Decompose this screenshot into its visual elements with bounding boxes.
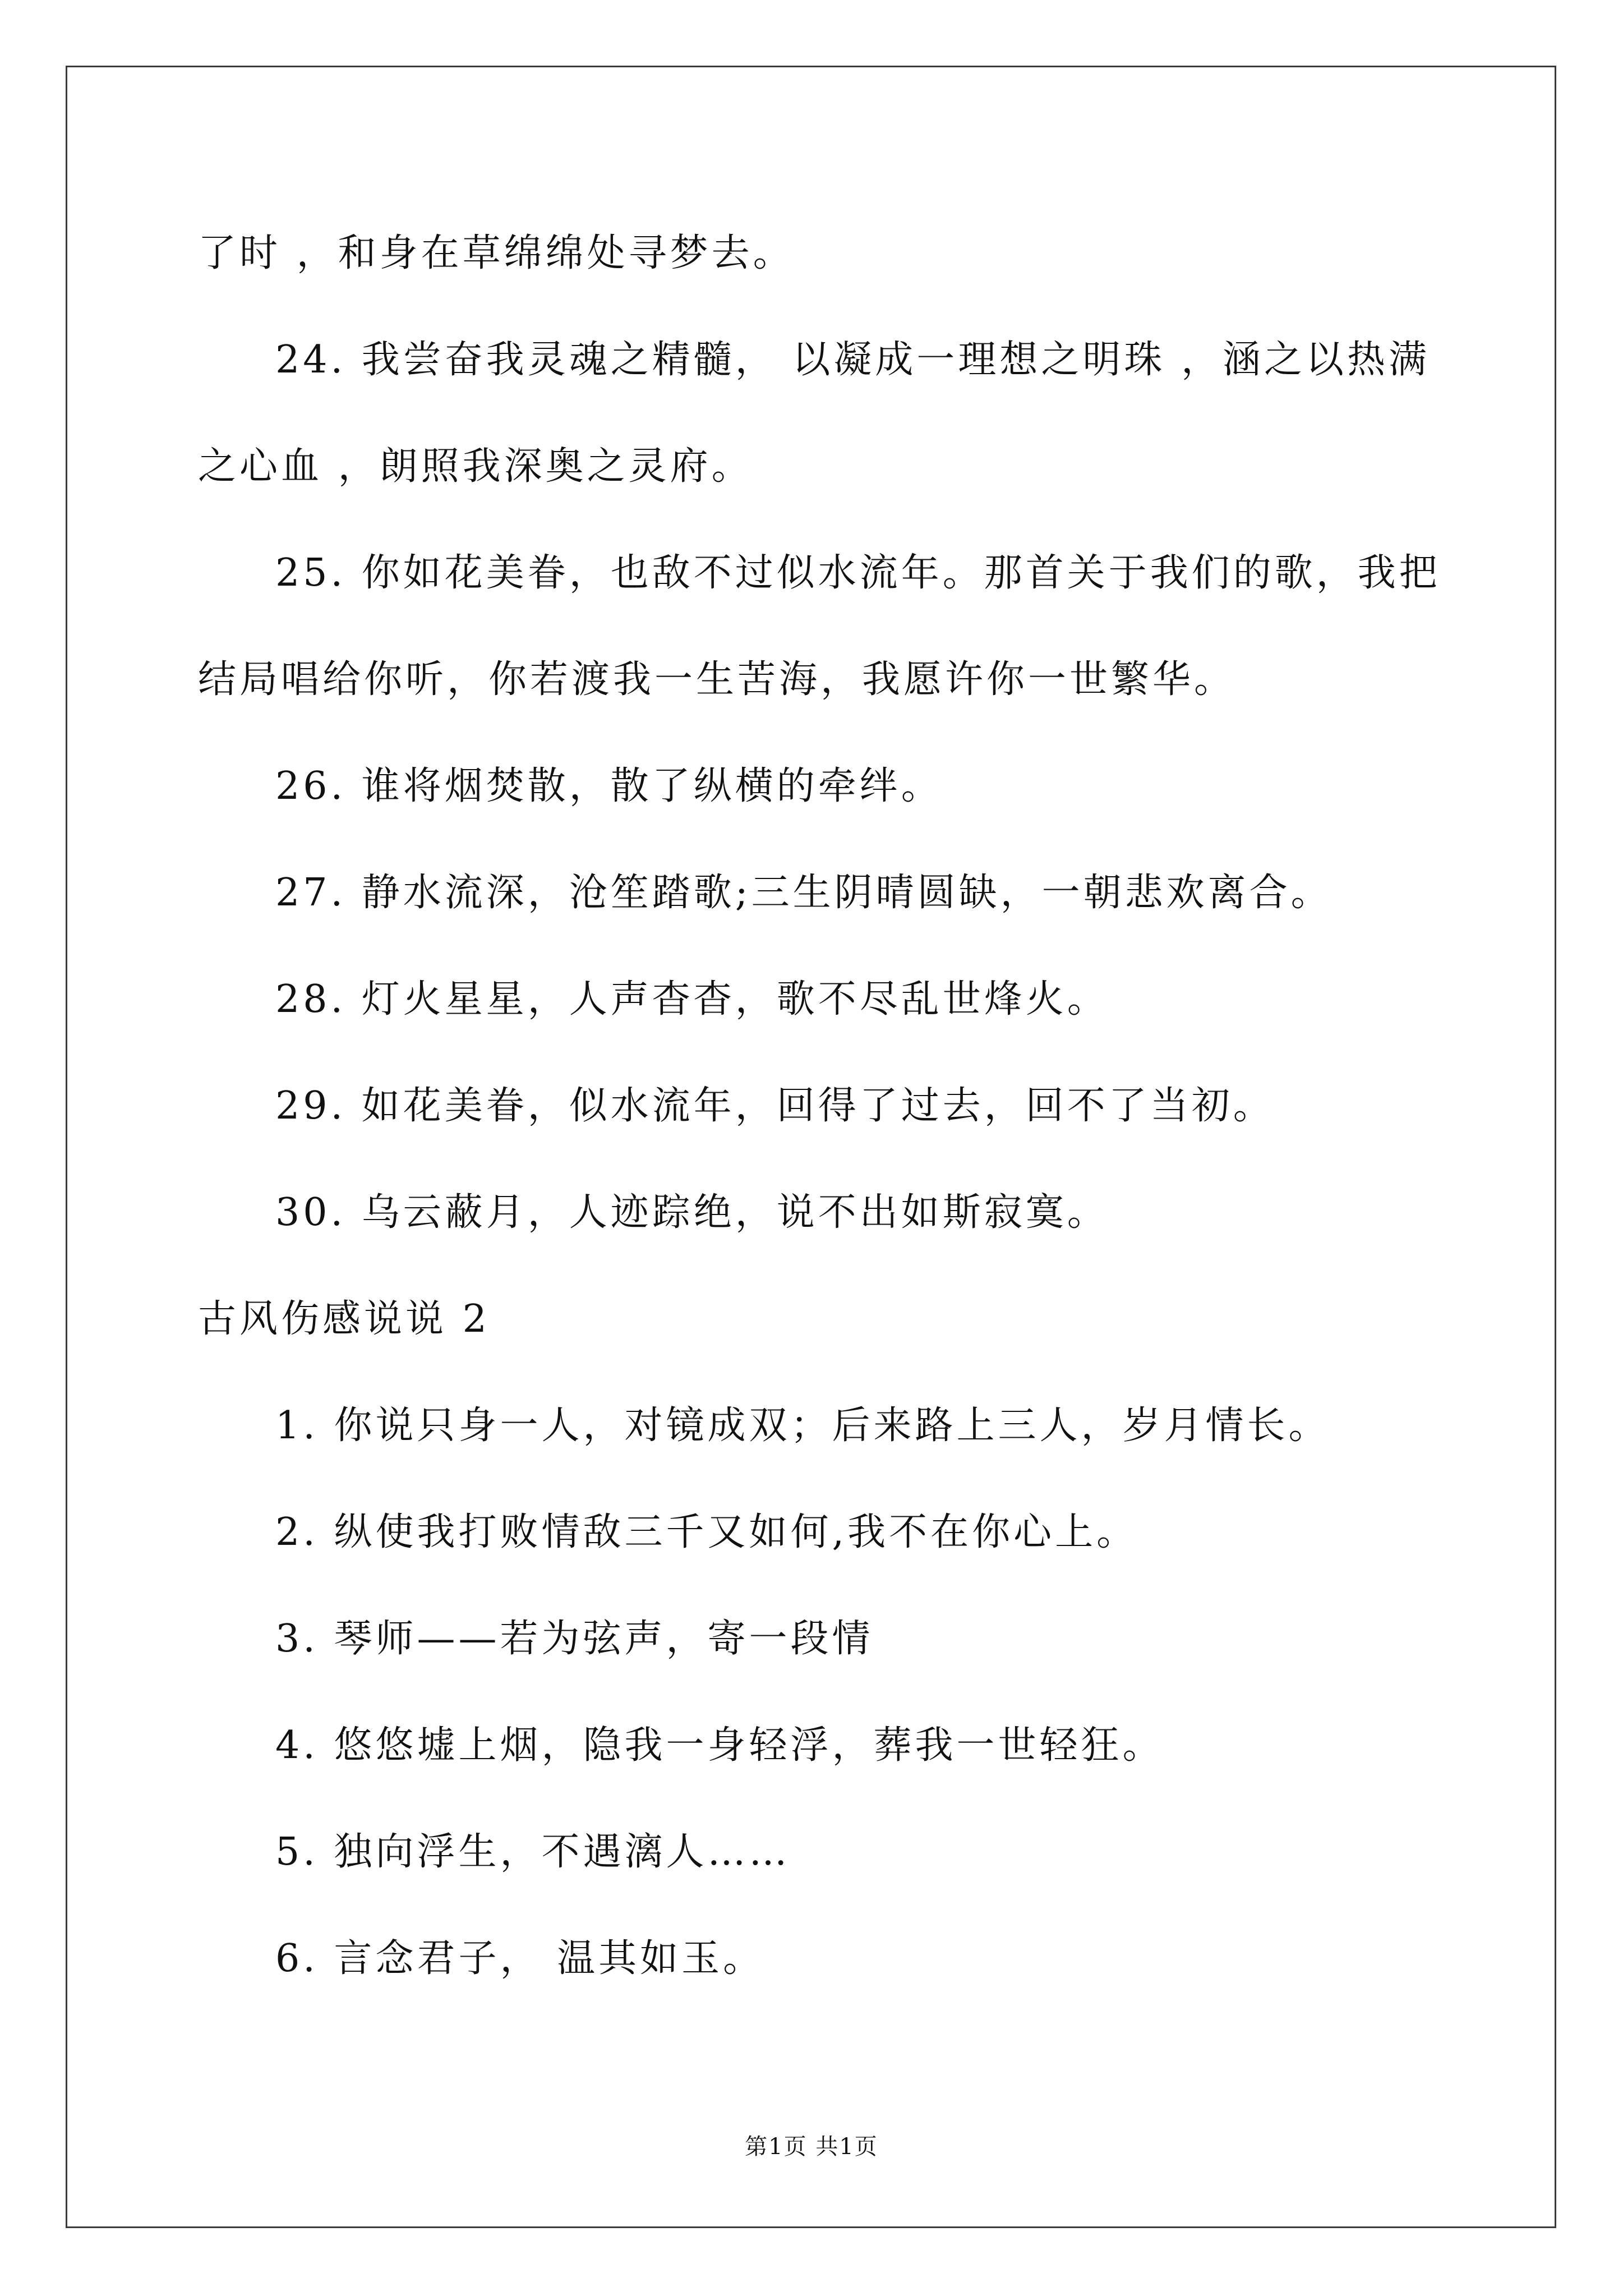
page-number-footer: 第1页 共1页 <box>745 2134 878 2160</box>
text-line: 3. 琴师——若为弦声，寄一段情 <box>275 1617 874 1661</box>
text-line: 2. 纵使我打败情敌三千又如何,我不在你心上。 <box>275 1510 1138 1554</box>
text-line: 27. 静水流深，沧笙踏歌;三生阴晴圆缺，一朝悲欢离合。 <box>275 871 1332 915</box>
text-line: 29. 如花美眷，似水流年，回得了过去，回不了当初。 <box>275 1084 1275 1128</box>
section-heading: 古风伤感说说 2 <box>198 1297 490 1341</box>
text-line: 了时 ，和身在草绵绵处寻梦去。 <box>198 231 795 275</box>
text-line: 24. 我尝奋我灵魂之精髓， 以凝成一理想之明珠 ，涵之以热满 <box>275 338 1430 382</box>
text-line: 结局唱给你听，你若渡我一生苦海，我愿许你一世繁华。 <box>198 657 1236 702</box>
text-line: 30. 乌云蔽月，人迹踪绝，说不出如斯寂寞。 <box>275 1190 1109 1235</box>
page-border <box>66 66 1556 2228</box>
text-line: 4. 悠悠墟上烟，隐我一身轻浮，葬我一世轻狂。 <box>275 1723 1164 1768</box>
text-line: 28. 灯火星星，人声杳杳，歌不尽乱世烽火。 <box>275 977 1109 1022</box>
text-line: 5. 独向浮生，不遇漓人…… <box>275 1830 791 1874</box>
text-line: 25. 你如花美眷，也敌不过似水流年。那首关于我们的歌，我把 <box>275 551 1441 595</box>
text-line: 6. 言念君子， 温其如玉。 <box>275 1936 765 1981</box>
text-line: 26. 谁将烟焚散，散了纵横的牵绊。 <box>275 764 943 808</box>
text-line: 之心血 ，朗照我深奥之灵府。 <box>198 444 753 489</box>
text-line: 1. 你说只身一人，对镜成双；后来路上三人，岁月情长。 <box>275 1404 1330 1448</box>
